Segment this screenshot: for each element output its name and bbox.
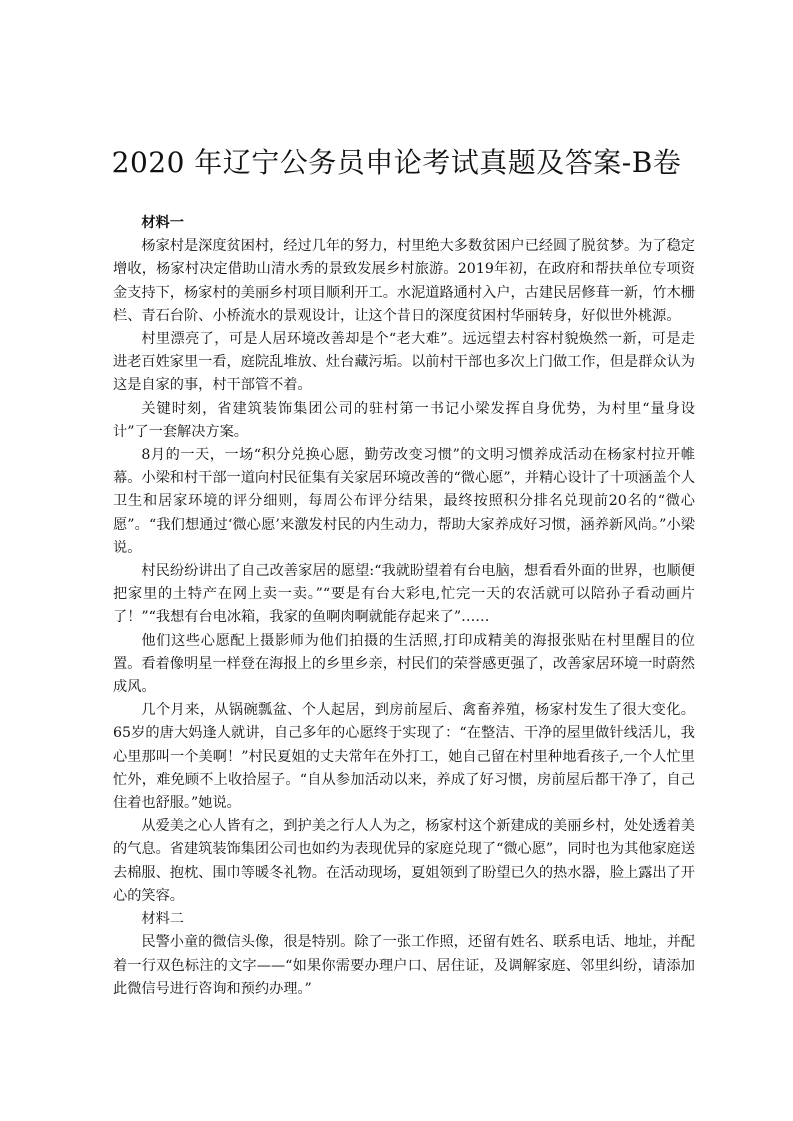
paragraph: 他们这些心愿配上摄影师为他们拍摄的生活照,打印成精美的海报张贴在村里醒目的位置。看着像明星一样登在海报上的乡里乡亲，村民们的荣誉感更强了，改善家居环境一时蔚然成风。 [113, 632, 695, 696]
section-heading-material-1: 材料一 [141, 215, 184, 231]
paragraph: 关键时刻，省建筑装饰集团公司的驻村第一书记小梁发挥自身优势，为村里“量身设计”了一套解决方案。 [113, 400, 695, 440]
document-body [113, 212, 695, 1001]
paragraph: 几个月来，从锅碗瓢盆、个人起居，到房前屋后、禽畜养殖，杨家村发生了很大变化。65岁的唐大妈逢人就讲，自己多年的心愿终于实现了：“在整洁、干净的屋里做针线活儿，我心里那叫一个美啊！”村民夏姐的丈夫常年在外打工，她自己留在村里种地看孩子,一个人忙里忙外，难免顾不上收拾屋子。“自从参加活动以来，养成了好习惯，房前屋后都干净了，自己住着也舒服。”她说。 [113, 702, 695, 812]
paragraph: 村民纷纷讲出了自己改善家居的愿望:“我就盼望着有台电脑，想看看外面的世界，也顺便把家里的土特产在网上卖一卖。”“要是有台大彩电,忙完一天的农活就可以陪孙子看动画片了！”“我想有台电冰箱，我家的鱼啊肉啊就能存起来了”…… [113, 563, 695, 626]
paragraph: 8月的一天，一场“积分兑换心愿，勤劳改变习惯”的文明习惯养成活动在杨家村拉开帷幕。小梁和村干部一道向村民征集有关家居环境改善的“微心愿”，并精心设计了十项涵盖个人卫生和居家环境的评分细则，每周公布评分结果，最终按照积分排名兑现前20名的“微心愿”。“我们想通过‘微心愿’来激发村民的内生动力，帮助大家养成好习惯，涵养新风尚。”小梁说。 [113, 447, 696, 556]
paragraph: 从爱美之心人皆有之，到护美之行人人为之，杨家村这个新建成的美丽乡村，处处透着美的气息。省建筑装饰集团公司也如约为表现优异的家庭兑现了“微心愿”，同时也为其他家庭送去棉服、抱枕、围巾等暖冬礼物。在活动现场，夏姐领到了盼望已久的热水器，脸上露出了开心的笑容。 [113, 818, 696, 904]
paragraph: 民警小童的微信头像，很是特别。除了一张工作照，还留有姓名、联系电话、地址，并配着一行双色标注的文字——“如果你需要办理户口、居住证，及调解家庭、邻里纠纷，请添加此微信号进行咨询和预约办理。” [113, 934, 695, 997]
paragraph: 村里漂亮了，可是人居环境改善却是个“老大难”。远远望去村容村貌焕然一新，可是走进老百姓家里一看，庭院乱堆放、灶台藏污垢。以前村干部也多次上门做工作，但是群众认为这是自家的事，村干部管不着。 [113, 331, 695, 394]
document-title: 2020 年辽宁公务员申论考试真题及答案-B卷 [111, 146, 682, 179]
section-heading-material-2: 材料二 [141, 911, 184, 928]
paragraph: 杨家村是深度贫困村，经过几年的努力，村里绝大多数贫困户已经圆了脱贫梦。为了稳定增收，杨家村决定借助山清水秀的景致发展乡村旅游。2019年初，在政府和帮扶单位专项资金支持下，杨家村的美丽乡村项目顺利开工。水泥道路通村入户，古建民居修葺一新，竹木栅栏、青石台阶、小桥流水的景观设计，让这个昔日的深度贫困村华丽转身，好似世外桃源。 [113, 238, 695, 324]
